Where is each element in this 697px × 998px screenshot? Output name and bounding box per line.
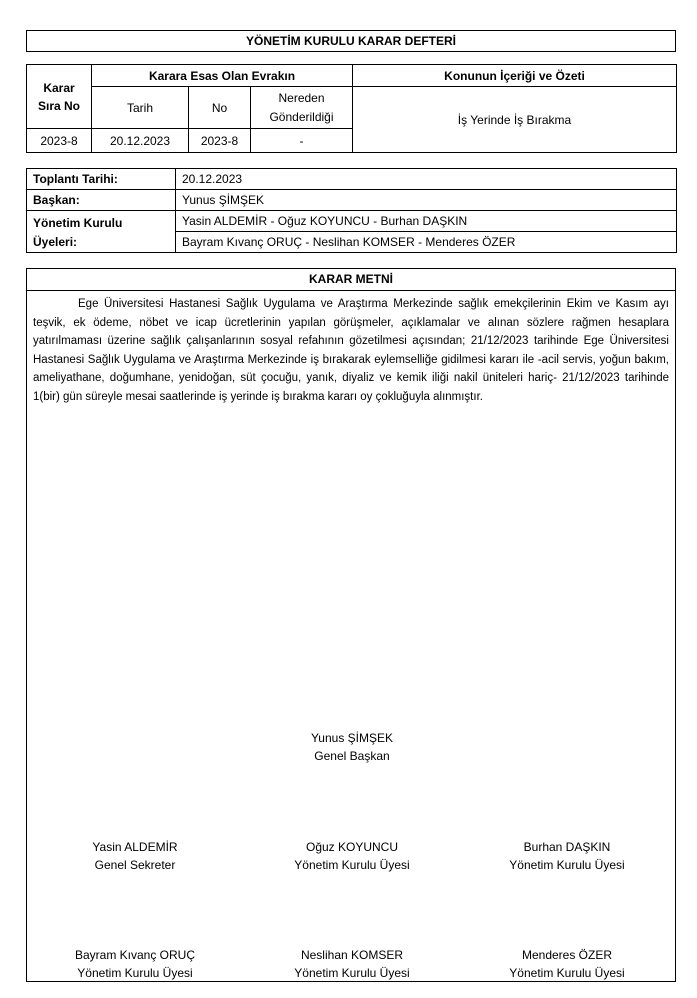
signature-title: Genel Başkan [314,749,390,763]
signature-1 [35,838,235,874]
signature-name: Bayram Kıvanç ORUÇ [74,948,196,962]
page-title: YÖNETİM KURULU KARAR DEFTERİ [26,30,676,52]
signature-name: Yasin ALDEMİR [92,840,178,854]
meeting-date-value: 20.12.2023 [176,169,677,190]
header-konu: Konunun İçeriği ve Özeti [353,65,677,87]
chair-label: Başkan: [27,190,176,211]
signature-title: Yönetim Kurulu Üyesi [509,858,625,872]
decision-text-title: KARAR METNİ [27,269,675,291]
signature-2 [252,838,452,874]
header-nereden: Nereden Gönderildiği [251,87,353,129]
header-no: No [189,87,251,129]
konu-value: İş Yerinde İş Bırakma [353,87,677,153]
signature-name: Yunus ŞİMŞEK [310,731,394,745]
chair-value: Yunus ŞİMŞEK [176,190,677,211]
signature-name: Oğuz KOYUNCU [305,840,399,854]
header-tarih: Tarih [92,87,189,129]
signature-6 [467,946,667,982]
signature-title: Yönetim Kurulu Üyesi [509,966,625,980]
signature-title: Yönetim Kurulu Üyesi [294,858,410,872]
signature-title: Genel Sekreter [94,858,176,872]
members-line-2: Bayram Kıvanç ORUÇ - Neslihan KOMSER - Menderes ÖZER [176,232,677,253]
signature-name: Burhan DAŞKIN [523,840,611,854]
signature-name: Menderes ÖZER [521,948,613,962]
members-label: Yönetim Kurulu Üyeleri: [27,211,176,253]
no-value: 2023-8 [189,129,251,153]
meeting-date-label: Toplantı Tarihi: [27,169,176,190]
signature-3 [467,838,667,874]
signature-name: Neslihan KOMSER [300,948,404,962]
decision-table [26,64,677,153]
header-karar-sira-no: Karar Sıra No [27,65,92,129]
signature-5 [252,946,452,982]
header-evrak: Karara Esas Olan Evrakın [92,65,353,87]
decision-text-section [26,268,676,982]
decision-text-body: Ege Üniversitesi Hastanesi Sağlık Uygulama ve Araştırma Merkezinde sağlık emekçilerinin Ekim ve Kasım ayı teşvik, ek ödeme, nöbet ve icap ücretlerinin yapılan görüşmeler, açıklamalar ve alınan sözlere rağmen hesaplara yatırılmaması üzerine sağlık çalışanlarının sosyal refahının gözetilmesi açısından; 21/12/2023 tarihinde Ege Üniversitesi Hastanesi Sağlık Uygulama ve Araştırma Merkezinde iş bırakarak eylemselliğe gidilmesi kararı ile -acil servis, yoğun bakım, ameliyathane, doğumhane, yenidoğan, süt çocuğu, yanık, diyaliz ve kemik iliği nakil üniteleri hariç- 21/12/2023 tarihinde 1(bir) gün süreyle mesai saatlerinde iş yerinde iş bırakma kararı oy çokluğuyla alınmıştır. [33,298,669,403]
signature-title: Yönetim Kurulu Üyesi [294,966,410,980]
karar-no-value: 2023-8 [27,129,92,153]
signature-4 [35,946,235,982]
signature-chair [252,729,452,765]
tarih-value: 20.12.2023 [92,129,189,153]
signature-title: Yönetim Kurulu Üyesi [77,966,193,980]
meeting-table [26,168,677,253]
members-line-1: Yasin ALDEMİR - Oğuz KOYUNCU - Burhan DAŞKIN [176,211,677,232]
nereden-value: - [251,129,353,153]
